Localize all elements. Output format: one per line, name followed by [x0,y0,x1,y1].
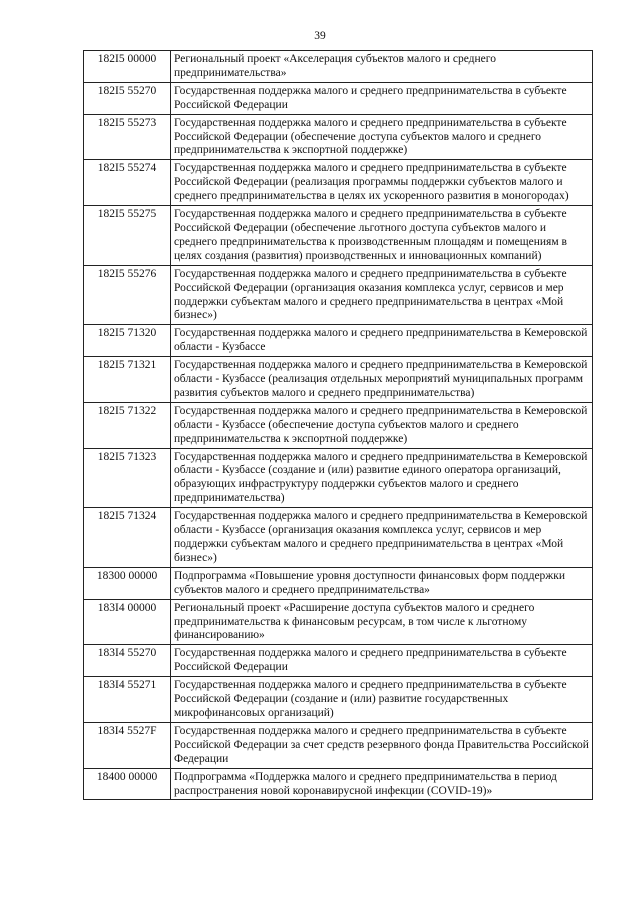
classification-description: Подпрограмма «Повышение уровня доступности финансовых форм поддержки субъектов малого и среднего предпринимательства» [171,567,593,599]
table-row [84,265,593,325]
classification-code: 183I4 55270 [84,645,171,677]
classification-code: 182I5 71320 [84,325,171,357]
classification-code: 182I5 55274 [84,160,171,206]
classification-description: Государственная поддержка малого и среднего предпринимательства в Кемеровской области - Кузбассе [171,325,593,357]
classification-description: Государственная поддержка малого и среднего предпринимательства в субъекте Российской Федерации (обеспечение доступа субъектов малого и среднего предпринимательства к экспортной поддержке) [171,114,593,160]
table-row [84,567,593,599]
classification-code: 183I4 00000 [84,599,171,645]
classification-description: Региональный проект «Расширение доступа субъектов малого и среднего предпринимательства к финансовым ресурсам, в том числе к льготному финансированию» [171,599,593,645]
classification-description: Государственная поддержка малого и среднего предпринимательства в субъекте Российской Федерации [171,645,593,677]
table-row [84,114,593,160]
classification-description: Государственная поддержка малого и среднего предпринимательства в субъекте Российской Федерации [171,82,593,114]
classification-code: 182I5 71321 [84,357,171,403]
table-row [84,82,593,114]
table-row [84,768,593,800]
classification-description: Региональный проект «Акселерация субъектов малого и среднего предпринимательства» [171,51,593,83]
classification-description: Государственная поддержка малого и среднего предпринимательства в Кемеровской области - Кузбассе (создание и (или) развитие единого оператора организаций, образующих инфраструктуру поддержки субъектов малого и среднего предпринимательства) [171,448,593,508]
table-row [84,160,593,206]
table-row [84,722,593,768]
classification-code: 182I5 00000 [84,51,171,83]
table-row [84,206,593,266]
classification-code: 182I5 71323 [84,448,171,508]
classification-code: 182I5 55270 [84,82,171,114]
classification-description: Государственная поддержка малого и среднего предпринимательства в Кемеровской области - Кузбассе (реализация отдельных мероприятий муниципальных программ развития субъектов малого и среднего предпринимательства) [171,357,593,403]
classification-description: Государственная поддержка малого и среднего предпринимательства в Кемеровской области - Кузбассе (организация оказания комплекса услуг, сервисов и мер поддержки субъектам малого и среднего предпринимательства в центрах «Мой бизнес») [171,508,593,568]
classification-code: 182I5 55273 [84,114,171,160]
classification-code: 182I5 55275 [84,206,171,266]
classification-description: Государственная поддержка малого и среднего предпринимательства в субъекте Российской Федерации (организация оказания комплекса услуг, сервисов и мер поддержки субъектам малого и среднего предпринимательства в центрах «Мой бизнес») [171,265,593,325]
table-row [84,677,593,723]
table-row [84,448,593,508]
classification-description: Государственная поддержка малого и среднего предпринимательства в субъекте Российской Федерации (обеспечение льготного доступа субъектов малого и среднего предпринимательства к производственным площадям и помещениям в целях создания (развития) производственных и инновационных компаний) [171,206,593,266]
table-row [84,357,593,403]
classification-code: 182I5 71322 [84,402,171,448]
classification-code: 182I5 71324 [84,508,171,568]
table-row [84,599,593,645]
table-row [84,325,593,357]
classification-description: Государственная поддержка малого и среднего предпринимательства в субъекте Российской Федерации (создание и (или) развитие государственных микрофинансовых организаций) [171,677,593,723]
page-number: 39 [314,30,326,42]
classification-code: 182I5 55276 [84,265,171,325]
classification-description: Государственная поддержка малого и среднего предпринимательства в субъекте Российской Федерации за счет средств резервного фонда Правительства Российской Федерации [171,722,593,768]
table-row [84,402,593,448]
table-row [84,51,593,83]
table-row [84,508,593,568]
table-row [84,645,593,677]
budget-classification-table [83,50,593,800]
table-body [84,51,593,800]
classification-code: 18400 00000 [84,768,171,800]
classification-description: Подпрограмма «Поддержка малого и среднего предпринимательства в период распространения новой коронавирусной инфекции (COVID-19)» [171,768,593,800]
classification-description: Государственная поддержка малого и среднего предпринимательства в субъекте Российской Федерации (реализация программы поддержки субъектов малого и среднего предпринимательства в целях их ускоренного развития в моногородах) [171,160,593,206]
classification-code: 183I4 55271 [84,677,171,723]
classification-description: Государственная поддержка малого и среднего предпринимательства в Кемеровской области - Кузбассе (обеспечение доступа субъектов малого и среднего предпринимательства к экспортной поддержке) [171,402,593,448]
classification-code: 183I4 5527F [84,722,171,768]
classification-code: 18300 00000 [84,567,171,599]
